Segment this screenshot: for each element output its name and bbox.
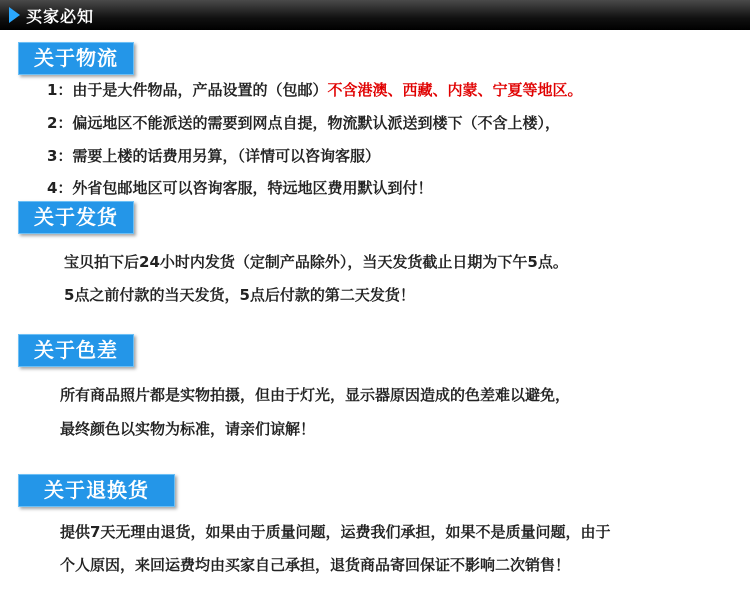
color-line-2: 最终颜色以实物为标准，请亲们谅解！ <box>60 420 316 438</box>
section-title-color-difference: 关于色差 <box>18 334 134 367</box>
page-title: 买家必知 <box>26 6 95 26</box>
logistics-line-4: 4：外省包邮地区可以咨询客服，特远地区费用默认到付！ <box>47 179 433 197</box>
header-bar <box>0 0 750 30</box>
color-line-1: 所有商品照片都是实物拍摄，但由于灯光，显示器原因造成的色差难以避免， <box>60 386 571 404</box>
section-title-returns: 关于退换货 <box>18 474 175 507</box>
returns-line-2: 个人原因，来回运费均由买家自己承担，退货商品寄回保证不影响二次销售！ <box>60 556 571 574</box>
section-title-logistics: 关于物流 <box>18 42 134 75</box>
shipping-line-1: 宝贝拍下后24小时内发货（定制产品除外），当天发货截止日期为下午5点。 <box>64 253 568 271</box>
returns-line-1: 提供7天无理由退货，如果由于质量问题，运费我们承担，如果不是质量问题，由于 <box>60 523 611 541</box>
section-title-shipping: 关于发货 <box>18 201 134 234</box>
shipping-line-2: 5点之前付款的当天发货，5点后付款的第二天发货！ <box>64 286 415 304</box>
logistics-line-1-text: 1：由于是大件物品，产品设置的（包邮） <box>47 81 328 99</box>
logistics-line-3: 3：需要上楼的话费用另算，（详情可以咨询客服） <box>47 147 380 165</box>
logistics-line-2: 2：偏远地区不能派送的需要到网点自提，物流默认派送到楼下（不含上楼）， <box>47 114 560 132</box>
logistics-line-1 <box>47 79 582 100</box>
triangle-arrow-icon <box>9 7 20 23</box>
logistics-line-1-highlight: 不含港澳、西藏、内蒙、宁夏等地区。 <box>327 81 583 99</box>
